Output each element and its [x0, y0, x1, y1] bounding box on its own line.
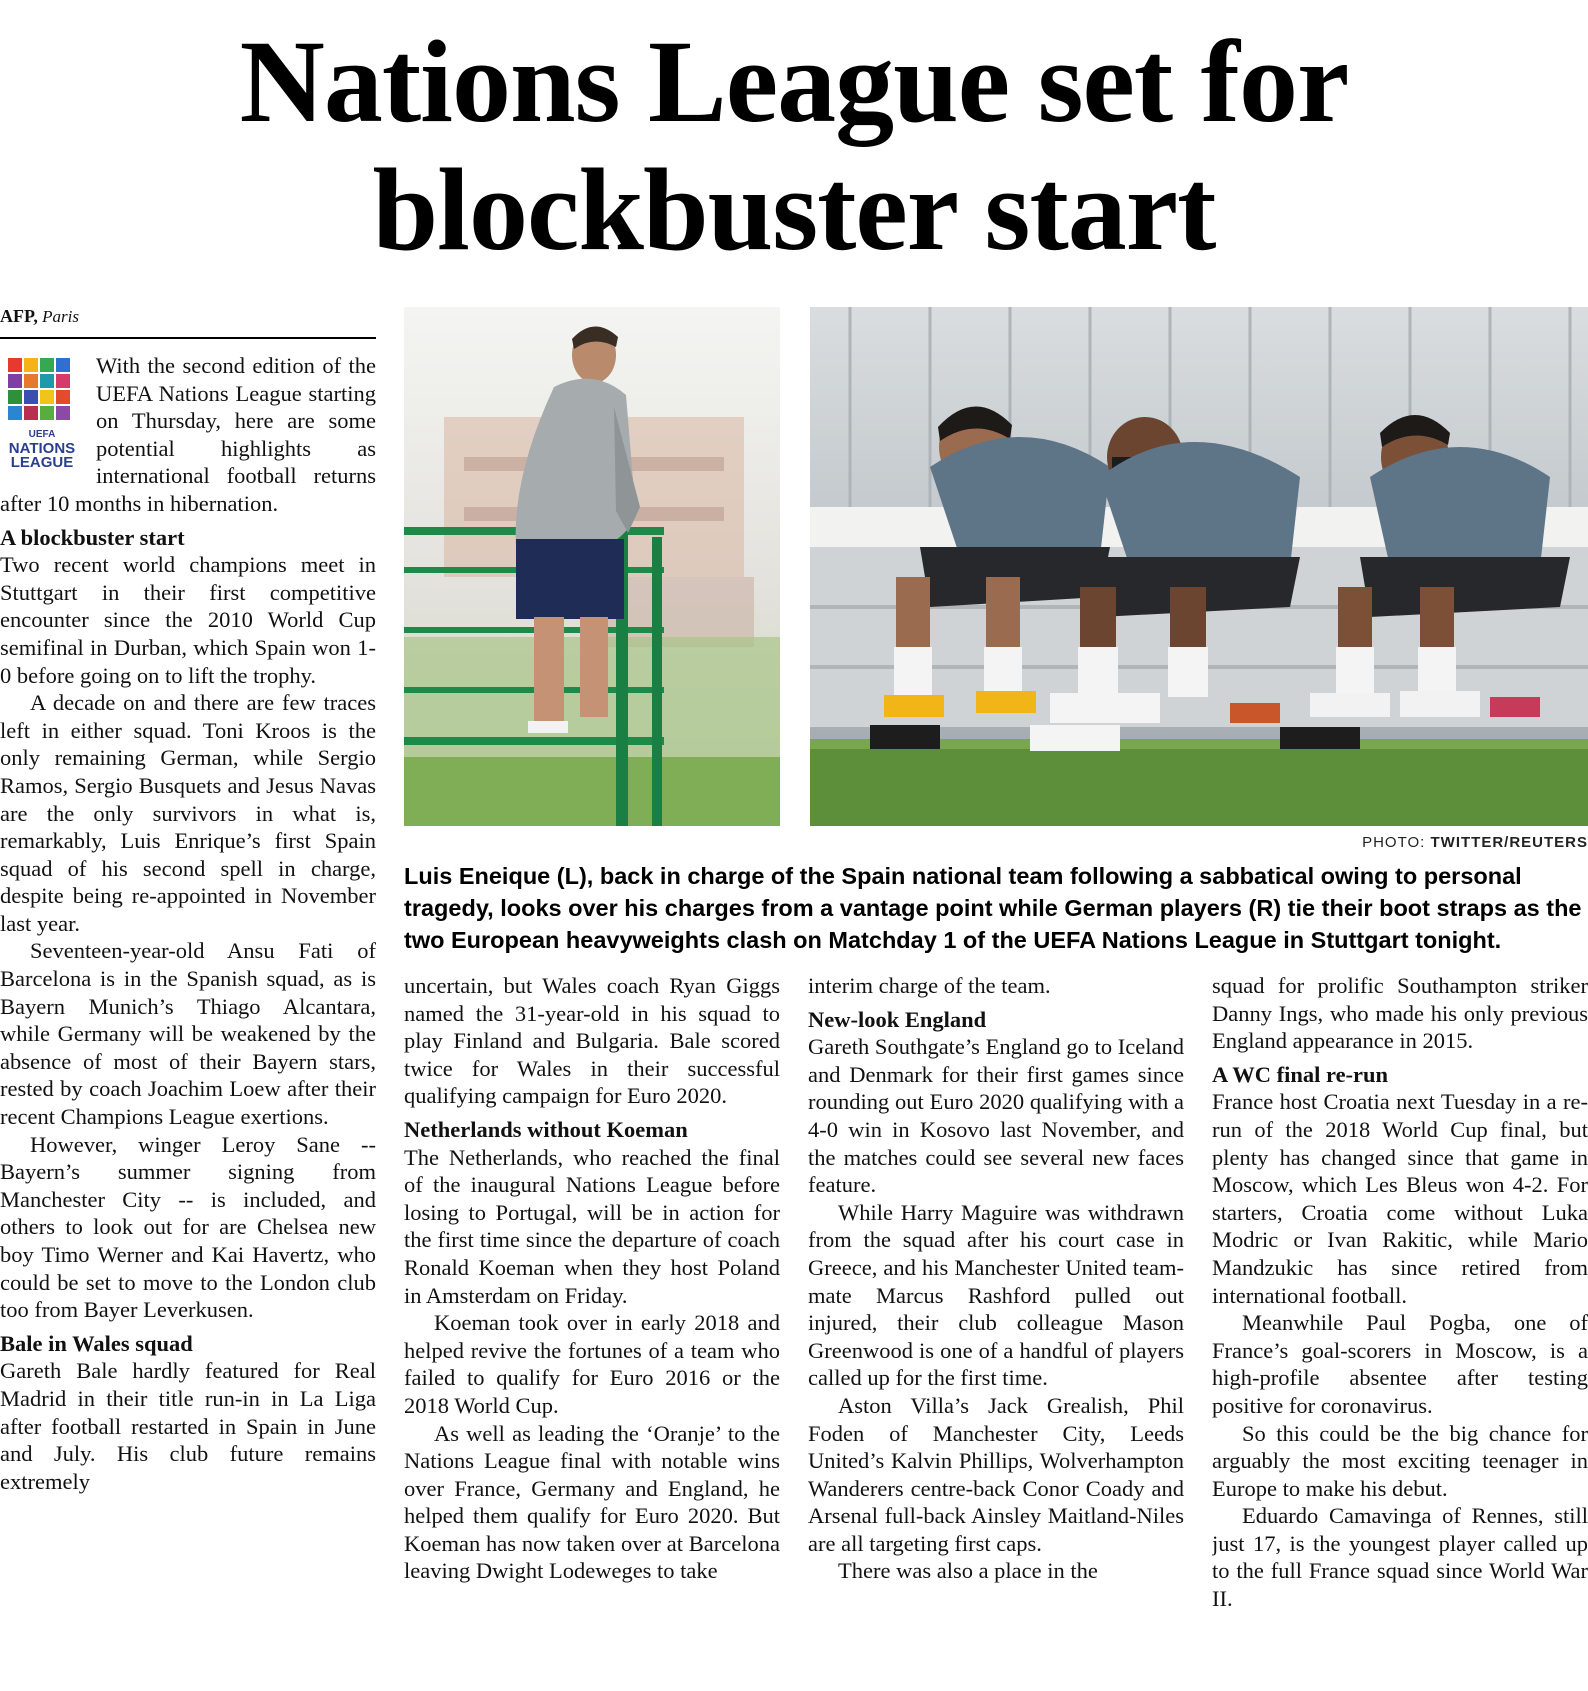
paragraph: The Netherlands, who reached the final of the inaugural Nations League before losing to Portugal, will be in action for the first time since the departure of coach Ronald Koeman when they host Poland in Amsterdam on Friday. — [404, 1144, 780, 1308]
paragraph: France host Croatia next Tuesday in a re-run of the 2018 World Cup final, but plenty has changed since that game in Moscow, which Les Bleus won 4-2. For starters, Croatia come without Luka Modric or Ivan Rakitic, while Mario Mandzukic has since retired from international football. — [1212, 1089, 1588, 1308]
section-heading-netherlands: Netherlands without Koeman — [404, 1116, 688, 1142]
paragraph: Gareth Bale hardly featured for Real Madrid in their title run-in in La Liga after football restarted in Spain in June and July. His club future remains extremely — [0, 1358, 376, 1494]
logo-text-nations: NATIONS — [8, 440, 76, 457]
paragraph: However, winger Leroy Sane -- Bayern’s summer signing from Manchester City -- is included, and others to look out for are Chelsea new boy Timo Werner and Kai Havertz, who could be set to move to the London club too from Bayer Leverkusen. — [0, 1131, 376, 1323]
section-heading-england: New-look England — [808, 1006, 987, 1032]
byline-place: Paris — [42, 307, 79, 326]
photo-credit-source: TWITTER/REUTERS — [1430, 834, 1588, 851]
logo-text-uefa: UEFA — [28, 429, 56, 440]
paragraph: A decade on and there are few traces left in either squad. Toni Kroos is the only remaining German, while Sergio Ramos, Sergio Busquets and Jesus Navas are the only survivors in what is, remarkably, Luis Enrique’s first Spain squad of his second spell in charge, despite being re-appointed in November last year. — [0, 690, 376, 936]
section-heading-bale: Bale in Wales squad — [0, 1330, 193, 1356]
paragraph: As well as leading the ‘Oranje’ to the Nations League final with notable wins over France, Germany and England, he helped them qualify for Euro 2020. But Koeman has now taken over at Barcelona leaving Dwight Lodeweges to take — [404, 1420, 780, 1584]
photo-caption: Luis Eneique (L), back in charge of the Spain national team following a sabbatical owing to personal tragedy, looks over his charges from a vantage point while German players (R) tie their boot straps as the two European heavyweights clash on Matchday 1 of the UEFA Nations League in Stuttgart tonight. — [404, 863, 1582, 953]
paragraph: While Harry Maguire was withdrawn from the squad after his court case in Greece, and his Manchester United team-mate Marcus Rashford pulled out injured, their club colleague Mason Greenwood is one of a handful of players called up for the first time. — [808, 1199, 1184, 1391]
paragraph: Koeman took over in early 2018 and helped revive the fortunes of a team who failed to qualify for Euro 2016 or the 2018 World Cup. — [404, 1310, 780, 1418]
paragraph: Seventeen-year-old Ansu Fati of Barcelona is in the Spanish squad, as is Bayern Munich’s Thiago Alcantara, while Germany will be weakened by the absence of most of their Bayern stars, rested by coach Joachim Loew after their recent Champions League exertions. — [0, 938, 376, 1130]
article-column-2 — [404, 972, 780, 1691]
section-heading-wc-final: A WC final re-run — [1212, 1061, 1389, 1087]
paragraph: Two recent world champions meet in Stuttgart in their first competitive encounter since the 2010 World Cup semifinal in Durban, which Spain won 1-0 before going on to lift the trophy. — [0, 552, 376, 688]
paragraph: Eduardo Camavinga of Rennes, still just 17, is the youngest player called up to the full France squad since World War II. — [1212, 1503, 1588, 1612]
article-column-1 — [0, 352, 376, 1691]
nations-league-logo — [0, 354, 84, 471]
paragraph: There was also a place in the — [838, 1558, 1098, 1584]
byline-agency: AFP, — [0, 306, 38, 326]
byline — [0, 306, 376, 339]
logo-text-league: LEAGUE — [10, 454, 74, 471]
coach-photo-graphic — [404, 307, 780, 826]
paragraph: Meanwhile Paul Pogba, one of France’s goal-scorers in Moscow, is a high-profile absentee after testing positive for coronavirus. — [1212, 1310, 1588, 1418]
coach-photo — [404, 307, 780, 826]
photo-credit — [1200, 834, 1588, 851]
nations-league-logo-icon — [4, 354, 76, 426]
paragraph: squad for prolific Southampton striker Danny Ings, who made his only previous England appearance in 2015. — [1212, 973, 1588, 1054]
headline: Nations League set for blockbuster start — [239, 16, 1349, 275]
intro-paragraph: With the second edition of the UEFA Nations League starting on Thursday, here are some potential highlights as international football returns after 10 months in hibernation. — [0, 353, 376, 516]
article-column-4 — [1212, 972, 1588, 1691]
photo-credit-label: PHOTO: — [1362, 834, 1426, 851]
paragraph: Aston Villa’s Jack Grealish, Phil Foden of Manchester City, Leeds United’s Kalvin Phillips, Wolverhampton Wanderers centre-back Conor Coady and Arsenal full-back Ainsley Maitland-Niles are all targeting first caps. — [808, 1392, 1184, 1556]
paragraph: Gareth Southgate’s England go to Iceland and Denmark for their first games since rounding out Euro 2020 qualifying with a 4-0 win in Kosovo last November, and the matches could see several new faces feature. — [808, 1034, 1184, 1198]
section-heading-blockbuster: A blockbuster start — [0, 524, 185, 550]
paragraph: So this could be the big chance for arguably the most exciting teenager in Europe to make his debut. — [1212, 1420, 1588, 1501]
players-photo — [810, 307, 1588, 826]
paragraph: uncertain, but Wales coach Ryan Giggs named the 31-year-old in his squad to play Finland and Bulgaria. Bale scored twice for Wales in their successful qualifying campaign for Euro 2020. — [404, 973, 780, 1109]
players-photo-graphic — [810, 307, 1588, 826]
article-column-3 — [808, 972, 1184, 1691]
paragraph: interim charge of the team. — [808, 973, 1051, 998]
